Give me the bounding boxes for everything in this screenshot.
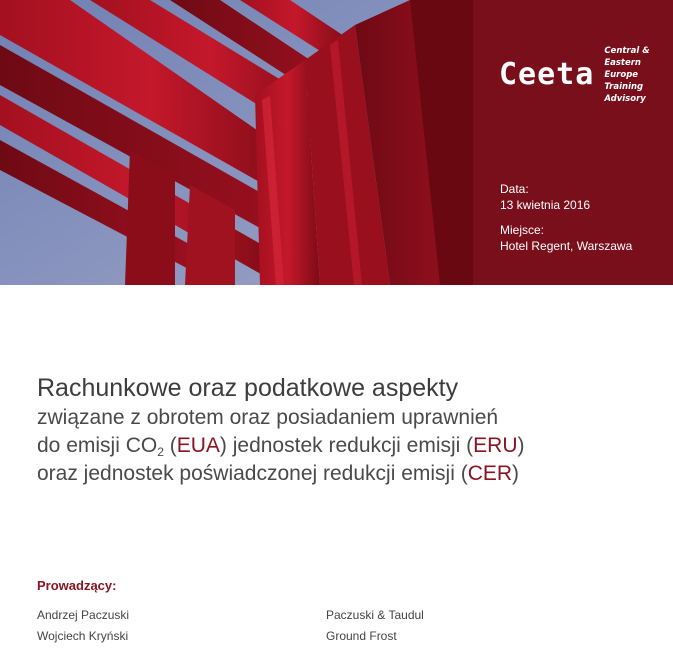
date-value: 13 kwietnia 2016	[500, 198, 591, 212]
presenter-names	[37, 605, 129, 647]
title-line-3-text-a: oraz jednostek poświadczonej redukcji emisji (	[37, 462, 468, 485]
presenter-firm: Ground Frost	[326, 629, 397, 643]
date-label: Data:	[500, 182, 529, 196]
logo-tagline-line2: Training Advisory	[604, 82, 646, 104]
place-value: Hotel Regent, Warszawa	[500, 239, 633, 253]
eua-abbrev: EUA	[176, 434, 220, 457]
presenter-firm: Paczuski & Taudul	[326, 608, 424, 622]
title-line-2-text-c: ) jednostek redukcji emisji (	[219, 434, 474, 457]
presenter-name: Andrzej Paczuski	[37, 608, 130, 622]
logo-tagline-line1: Central & Eastern Europe	[604, 46, 650, 80]
ceeta-logo	[499, 45, 673, 105]
document-title	[37, 372, 657, 488]
presenter-name: Wojciech Kryński	[37, 629, 129, 643]
event-date	[500, 181, 632, 213]
title-line-3-text-b: )	[512, 462, 520, 485]
presenters-section	[37, 578, 637, 643]
title-line-2-text-a: do emisji CO	[37, 434, 158, 457]
title-main: Rachunkowe oraz podatkowe aspekty	[37, 374, 459, 402]
event-details	[500, 181, 632, 263]
place-label: Miejsce:	[500, 223, 545, 237]
title-line-2-text-d: )	[517, 434, 525, 457]
eru-abbrev: ERU	[473, 434, 518, 457]
title-line-1: związane z obrotem oraz posiadaniem uprawnień	[37, 406, 499, 429]
presenters-label: Prowadzący:	[37, 578, 117, 593]
event-place	[500, 222, 632, 254]
co2-subscript: 2	[157, 445, 164, 459]
hero-photo	[0, 0, 473, 285]
logo-wordmark: Ceeta	[499, 57, 595, 92]
title-line-2	[37, 432, 657, 460]
logo-tagline	[604, 45, 673, 105]
cer-abbrev: CER	[467, 462, 513, 485]
event-info-panel	[473, 0, 673, 285]
title-line-3	[37, 460, 657, 488]
presenter-firms	[326, 605, 424, 647]
title-line-2-text-b: (	[163, 434, 177, 457]
red-structure-image	[0, 0, 473, 285]
